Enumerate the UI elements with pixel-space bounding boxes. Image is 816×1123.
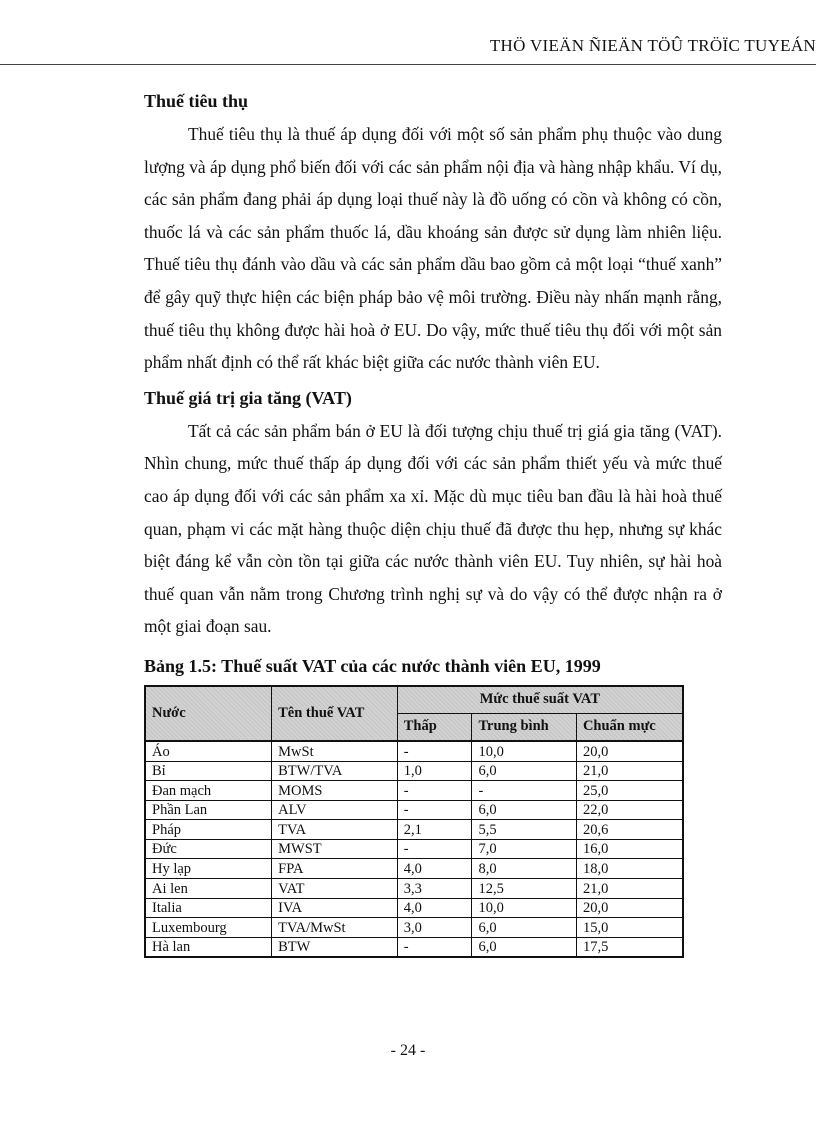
cell-country: Áo: [145, 741, 272, 761]
cell-country: Pháp: [145, 820, 272, 840]
cell-low-rate: -: [397, 937, 472, 957]
cell-medium-rate: 10,0: [472, 741, 577, 761]
cell-country: Ai len: [145, 879, 272, 899]
document-body: [144, 84, 722, 958]
header-rule: [0, 64, 816, 65]
table-row: [145, 781, 683, 801]
cell-tax-name: IVA: [272, 898, 398, 918]
cell-medium-rate: 6,0: [472, 918, 577, 938]
cell-tax-name: FPA: [272, 859, 398, 879]
header-country: Nước: [145, 686, 272, 741]
cell-medium-rate: 6,0: [472, 800, 577, 820]
cell-country: Hà lan: [145, 937, 272, 957]
cell-country: Đức: [145, 839, 272, 859]
cell-standard-rate: 20,0: [576, 741, 683, 761]
cell-low-rate: 4,0: [397, 898, 472, 918]
table-caption: Bảng 1.5: Thuế suất VAT của các nước thành viên EU, 1999: [144, 655, 601, 676]
table-row: [145, 741, 683, 761]
table-row: [145, 879, 683, 899]
section-heading-consumption-tax: Thuế tiêu thụ: [144, 91, 249, 111]
cell-medium-rate: 8,0: [472, 859, 577, 879]
cell-country: Luxembourg: [145, 918, 272, 938]
cell-standard-rate: 18,0: [576, 859, 683, 879]
cell-country: Hy lạp: [145, 859, 272, 879]
cell-medium-rate: 12,5: [472, 879, 577, 899]
cell-standard-rate: 21,0: [576, 761, 683, 781]
cell-tax-name: BTW/TVA: [272, 761, 398, 781]
page-number: - 24 -: [390, 1042, 426, 1059]
cell-low-rate: 4,0: [397, 859, 472, 879]
table-row: [145, 859, 683, 879]
cell-low-rate: 1,0: [397, 761, 472, 781]
cell-standard-rate: 25,0: [576, 781, 683, 801]
section-heading-vat: Thuế giá trị gia tăng (VAT): [144, 387, 352, 408]
cell-tax-name: MWST: [272, 839, 398, 859]
cell-low-rate: 3,0: [397, 918, 472, 938]
cell-tax-name: BTW: [272, 937, 398, 957]
cell-low-rate: 2,1: [397, 820, 472, 840]
cell-low-rate: -: [397, 781, 472, 801]
cell-country: Đan mạch: [145, 781, 272, 801]
cell-medium-rate: 6,0: [472, 937, 577, 957]
table-row: [145, 800, 683, 820]
cell-country: Italia: [145, 898, 272, 918]
cell-low-rate: -: [397, 839, 472, 859]
vat-rates-table: [144, 685, 684, 959]
cell-medium-rate: 7,0: [472, 839, 577, 859]
cell-medium-rate: -: [472, 781, 577, 801]
cell-tax-name: TVA: [272, 820, 398, 840]
table-row: [145, 820, 683, 840]
cell-tax-name: MOMS: [272, 781, 398, 801]
paragraph-consumption-tax: Thuế tiêu thụ là thuế áp dụng đối với một số sản phẩm phụ thuộc vào dung lượng và áp dụng phổ biến đối với các sản phẩm nội địa và hàng nhập khẩu. Ví dụ, các sản phẩm đang phải áp dụng loại thuế này là đồ uống có cồn và không có cồn, thuốc lá và các sản phẩm thuốc lá, dầu khoáng sản được sử dụng làm nhiên liệu. Thuế tiêu thụ đánh vào dầu và các sản phẩm dầu bao gồm cả một loại “thuế xanh” để gây quỹ thực hiện các biện pháp bảo vệ môi trường. Điều này nhấn mạnh rằng, thuế tiêu thụ không được hài hoà ở EU. Do vậy, mức thuế tiêu thụ đối với một sản phẩm nhất định có thể rất khác biệt giữa các nước thành viên EU.: [144, 124, 722, 373]
cell-standard-rate: 17,5: [576, 937, 683, 957]
cell-standard-rate: 21,0: [576, 879, 683, 899]
table-row: [145, 937, 683, 957]
cell-standard-rate: 20,0: [576, 898, 683, 918]
table-body: [145, 741, 683, 958]
cell-medium-rate: 5,5: [472, 820, 577, 840]
table-row: [145, 918, 683, 938]
table-row: [145, 761, 683, 781]
cell-medium-rate: 6,0: [472, 761, 577, 781]
table-row: [145, 898, 683, 918]
cell-tax-name: VAT: [272, 879, 398, 899]
cell-low-rate: -: [397, 800, 472, 820]
header-medium: Trung bình: [472, 713, 577, 741]
cell-standard-rate: 20,6: [576, 820, 683, 840]
cell-country: Bỉ: [145, 761, 272, 781]
running-header: THÖ VIEÄN ÑIEÄN TÖÛ TRÖÏC TUYEÁN: [489, 36, 816, 55]
paragraph-vat: Tất cả các sản phẩm bán ở EU là đối tượng chịu thuế trị giá gia tăng (VAT). Nhìn chung, mức thuế thấp áp dụng đối với các sản phẩm thiết yếu và mức thuế cao áp dụng đối với các sản phẩm xa xỉ. Mặc dù mục tiêu ban đầu là hài hoà thuế quan, phạm vi các mặt hàng thuộc diện chịu thuế đã được thu hẹp, nhưng sự khác biệt đáng kể vẫn còn tồn tại giữa các nước thành viên EU. Tuy nhiên, sự hài hoà thuế quan vẫn nằm trong Chương trình nghị sự và do vậy có thể được nhận ra ở một giai đoạn sau.: [144, 420, 722, 637]
cell-country: Phần Lan: [145, 800, 272, 820]
header-standard: Chuẩn mực: [576, 713, 683, 741]
cell-standard-rate: 22,0: [576, 800, 683, 820]
cell-tax-name: TVA/MwSt: [272, 918, 398, 938]
header-low: Thấp: [397, 713, 472, 741]
cell-standard-rate: 16,0: [576, 839, 683, 859]
cell-tax-name: MwSt: [272, 741, 398, 761]
cell-low-rate: 3,3: [397, 879, 472, 899]
cell-tax-name: ALV: [272, 800, 398, 820]
cell-standard-rate: 15,0: [576, 918, 683, 938]
cell-medium-rate: 10,0: [472, 898, 577, 918]
cell-low-rate: -: [397, 741, 472, 761]
header-rate-group: Mức thuế suất VAT: [397, 686, 683, 714]
table-row: [145, 839, 683, 859]
header-tax-name: Tên thuế VAT: [272, 686, 398, 741]
